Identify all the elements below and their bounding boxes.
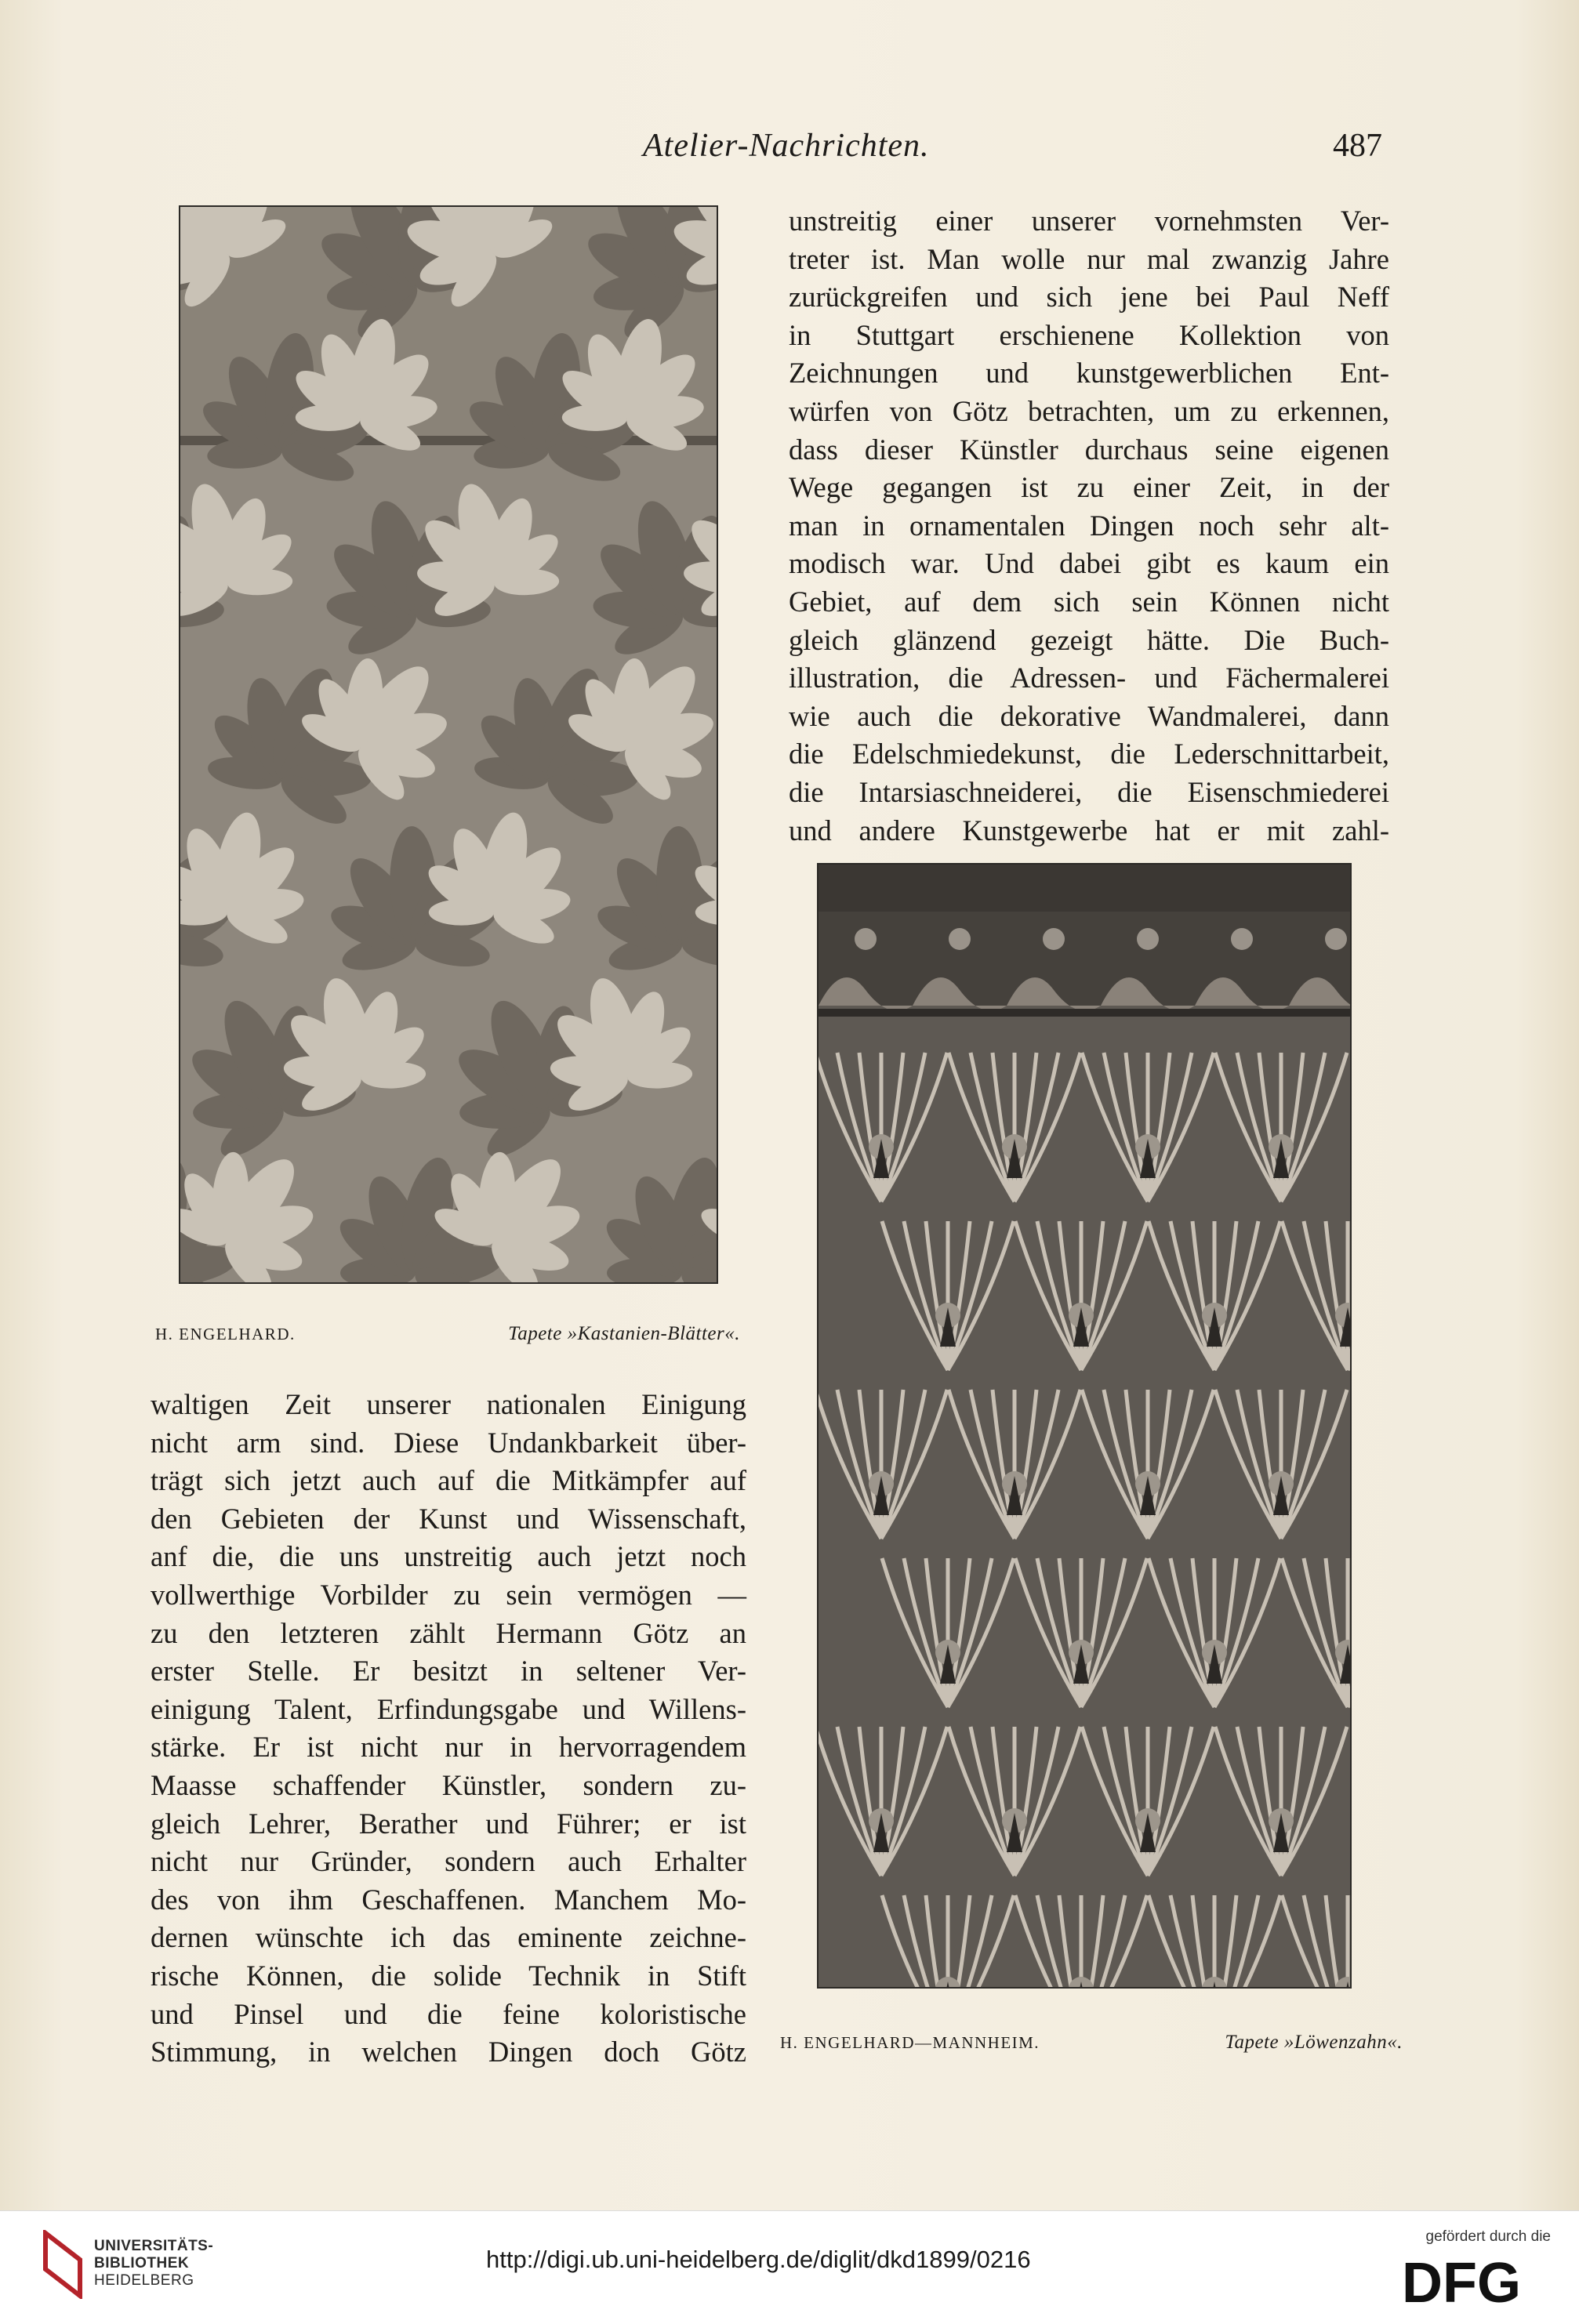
text-line: trägt sich jetzt auch auf die Mitkämpfer auf [151,1464,746,1497]
text-line: Stimmung, in welchen Dingen doch Götz [151,2036,746,2068]
caption-title: Tapete »Kastanien-Blätter«. [508,1323,740,1344]
text-line: Zeichnungen und kunstgewerblichen Ent- [789,357,1389,390]
text-line: zu den letzteren zählt Hermann Götz an [151,1616,746,1649]
caption-artist: H. ENGELHARD. [155,1325,296,1343]
text-line: gleich glänzend gezeigt hätte. Die Buch- [789,623,1389,656]
institution-line: HEIDELBERG [94,2272,194,2289]
institution-line: BIBLIOTHEK [94,2255,190,2271]
university-library-name [94,2238,213,2290]
text-line: Gebiet, auf dem sich sein Können nicht [789,585,1389,618]
text-line: und andere Kunstgewerbe hat er mit zahl- [789,814,1389,847]
figure-caption-left [155,1325,740,1351]
body-text-right-column [789,202,1389,850]
page-number: 487 [1333,128,1382,164]
wallpaper-chestnut-leaves-illustration [179,205,718,1284]
institution-line: UNIVERSITÄTS- [94,2238,214,2254]
university-library-logo-icon [41,2230,86,2299]
caption-title: Tapete »Löwenzahn«. [1225,2032,1403,2053]
caption-artist: H. ENGELHARD—MANNHEIM. [780,2033,1040,2052]
text-line: zurückgreifen und sich jene bei Paul Neff [789,281,1389,314]
text-line: illustration, die Adressen- und Fächermalerei [789,662,1389,694]
text-line: und Pinsel und die feine koloristische [151,1997,746,2030]
text-line: nicht nur Gründer, sondern auch Erhalter [151,1845,746,1878]
text-line: einigung Talent, Erfindungsgabe und Willens- [151,1692,746,1725]
text-line: Maasse schaffender Künstler, sondern zu- [151,1768,746,1801]
text-line: erster Stelle. Er besitzt in seltener Ver- [151,1655,746,1688]
text-line: rische Können, die solide Technik in Stift [151,1959,746,1992]
text-line: den Gebieten der Kunst und Wissenschaft, [151,1502,746,1535]
text-line: dernen wünschte ich das eminente zeichne- [151,1921,746,1954]
text-line: treter ist. Man wolle nur mal zwanzig Jahre [789,242,1389,275]
text-line: modisch war. Und dabei gibt es kaum ein [789,547,1389,580]
funding-claim: gefördert durch die [1425,2228,1551,2245]
text-line: Wege gegangen ist zu einer Zeit, in der [789,471,1389,504]
wallpaper-dandelion-illustration [817,863,1352,1989]
text-line: die Edelschmiedekunst, die Lederschnittarbeit, [789,738,1389,770]
text-line: vollwerthige Vorbilder zu sein vermögen — [151,1578,746,1611]
text-line: anf die, die uns unstreitig auch jetzt noch [151,1540,746,1573]
text-line: unstreitig einer unserer vornehmsten Ver- [789,205,1389,237]
figure-caption-right [780,2033,1403,2060]
running-head [0,127,1579,174]
text-line: würfen von Götz betrachten, um zu erkennen, [789,394,1389,427]
text-line: stärke. Er ist nicht nur in hervorragendem [151,1731,746,1764]
text-line: wie auch die dekorative Wandmalerei, dann [789,699,1389,732]
body-text-left-column [151,1386,746,2072]
text-line: waltigen Zeit unserer nationalen Einigung [151,1388,746,1420]
text-line: nicht arm sind. Diese Undankbarkeit über- [151,1426,746,1459]
text-line: man in ornamentalen Dingen noch sehr alt- [789,509,1389,542]
dfg-logo-icon [1402,2253,1551,2308]
text-line: dass dieser Künstler durchaus seine eigenen [789,433,1389,466]
text-line: gleich Lehrer, Berather und Führer; er ist [151,1807,746,1840]
text-line: des von ihm Geschaffenen. Manchem Mo- [151,1883,746,1916]
viewer-footer [0,2210,1579,2324]
running-title: Atelier-Nachrichten. [643,128,930,164]
permalink-url[interactable]: http://digi.ub.uni-heidelberg.de/diglit/dkd1899/0216 [486,2246,1031,2273]
svg-text:DFG: DFG [1402,2253,1521,2308]
text-line: die Intarsiaschneiderei, die Eisenschmiederei [789,775,1389,808]
text-line: in Stuttgart erschienene Kollektion von [789,318,1389,351]
